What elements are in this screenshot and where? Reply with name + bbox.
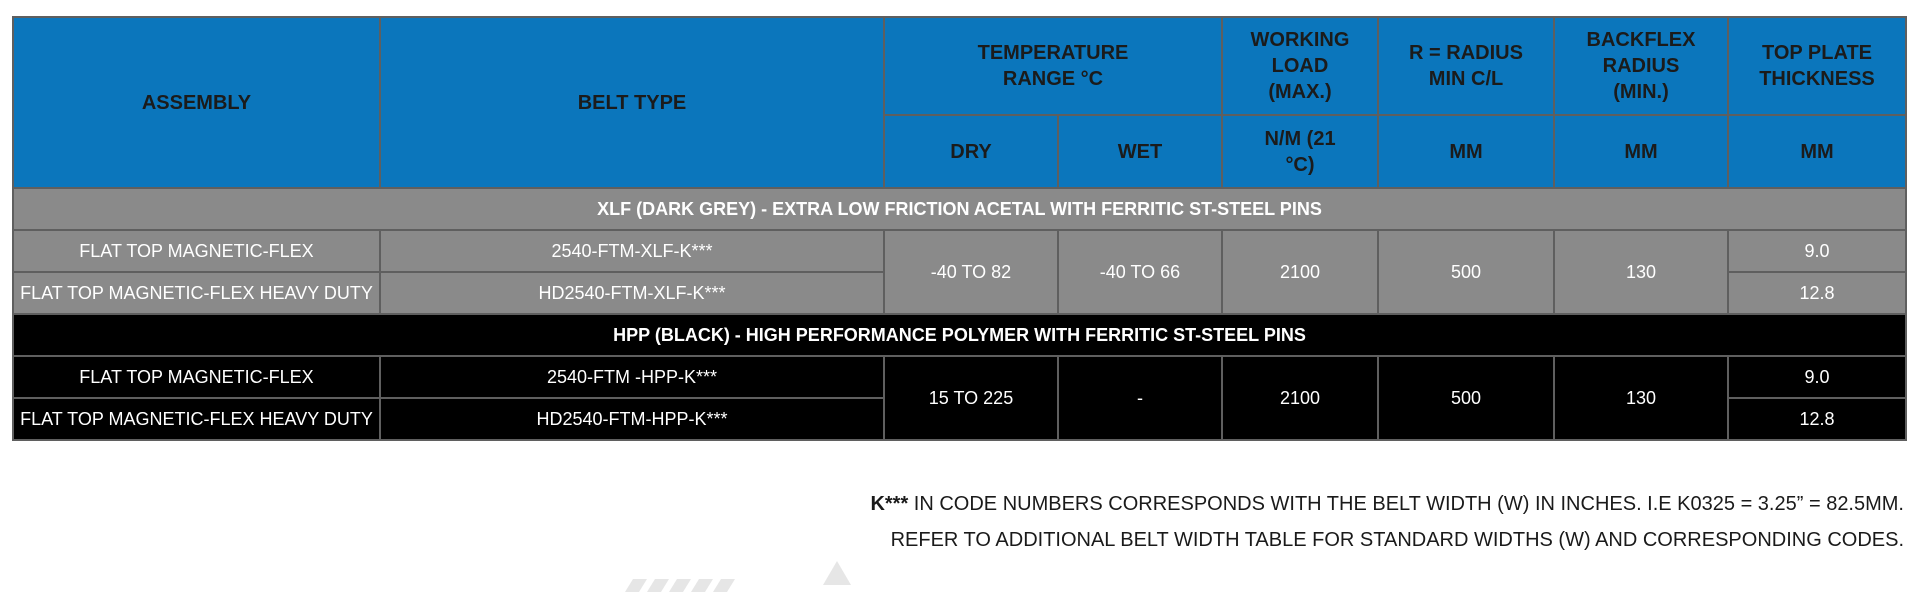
header-working-load-unit [1222, 115, 1378, 188]
cell-temp-dry: 15 TO 225 [884, 356, 1058, 440]
table-row-hpp-1 [13, 356, 1906, 398]
header-row-top [13, 17, 1906, 115]
header-temperature-range-label: TEMPERATURE RANGE °C [977, 42, 1129, 90]
section-header-hpp [13, 314, 1906, 356]
note-k-code-bold: K*** [870, 493, 909, 515]
header-working-load [1222, 17, 1378, 115]
cell-working-load: 2100 [1222, 356, 1378, 440]
header-assembly: ASSEMBLY [13, 17, 380, 188]
cell-assembly: FLAT TOP MAGNETIC-FLEX HEAVY DUTY [13, 398, 380, 440]
belt-spec-table [12, 16, 1907, 441]
cell-assembly: FLAT TOP MAGNETIC-FLEX HEAVY DUTY [13, 272, 380, 314]
header-backflex-unit: MM [1554, 115, 1728, 188]
note-refer: REFER TO ADDITIONAL BELT WIDTH TABLE FOR STANDARD WIDTHS (W) AND CORRESPONDING CODES. [890, 529, 1904, 551]
header-top-plate-thickness-label: TOP PLATE THICKNESS [1759, 42, 1875, 90]
cell-thickness: 12.8 [1728, 398, 1906, 440]
cell-backflex: 130 [1554, 356, 1728, 440]
header-radius-label: R = RADIUS MIN C/L [1409, 42, 1523, 90]
cell-belt-type: 2540-FTM-XLF-K*** [380, 230, 884, 272]
cell-thickness: 12.8 [1728, 272, 1906, 314]
cell-assembly: FLAT TOP MAGNETIC-FLEX [13, 356, 380, 398]
cell-assembly: FLAT TOP MAGNETIC-FLEX [13, 230, 380, 272]
cell-backflex: 130 [1554, 230, 1728, 314]
header-backflex-radius-label: BACKFLEX RADIUS (MIN.) [1586, 29, 1696, 103]
header-working-load-label: WORKING LOAD (MAX.) [1250, 29, 1350, 103]
header-radius [1378, 17, 1554, 115]
header-thickness-unit: MM [1728, 115, 1906, 188]
header-backflex-radius [1554, 17, 1728, 115]
header-wet: WET [1058, 115, 1222, 188]
cell-temp-wet: -40 TO 66 [1058, 230, 1222, 314]
section-title-xlf: XLF (DARK GREY) - EXTRA LOW FRICTION ACETAL WITH FERRITIC ST-STEEL PINS [13, 188, 1906, 230]
cell-temp-wet: - [1058, 356, 1222, 440]
watermark-logo-icon [625, 555, 885, 592]
header-dry: DRY [884, 115, 1058, 188]
header-belt-type: BELT TYPE [380, 17, 884, 188]
note-k-code [870, 486, 1904, 522]
cell-temp-dry: -40 TO 82 [884, 230, 1058, 314]
cell-working-load: 2100 [1222, 230, 1378, 314]
header-radius-unit: MM [1378, 115, 1554, 188]
cell-radius: 500 [1378, 230, 1554, 314]
section-title-hpp: HPP (BLACK) - HIGH PERFORMANCE POLYMER WITH FERRITIC ST-STEEL PINS [13, 314, 1906, 356]
header-top-plate-thickness [1728, 17, 1906, 115]
section-header-xlf [13, 188, 1906, 230]
table-row-xlf-1 [13, 230, 1906, 272]
cell-thickness: 9.0 [1728, 230, 1906, 272]
footnotes [870, 486, 1904, 558]
cell-radius: 500 [1378, 356, 1554, 440]
header-working-load-unit-label: N/M (21 °C) [1264, 127, 1336, 176]
cell-belt-type: 2540-FTM -HPP-K*** [380, 356, 884, 398]
header-temperature-range [884, 17, 1222, 115]
note-k-code-text: IN CODE NUMBERS CORRESPONDS WITH THE BELT WIDTH (W) IN INCHES. I.E K0325 = 3.25” = 82.5MM. [908, 493, 1904, 515]
cell-belt-type: HD2540-FTM-HPP-K*** [380, 398, 884, 440]
cell-thickness: 9.0 [1728, 356, 1906, 398]
cell-belt-type: HD2540-FTM-XLF-K*** [380, 272, 884, 314]
